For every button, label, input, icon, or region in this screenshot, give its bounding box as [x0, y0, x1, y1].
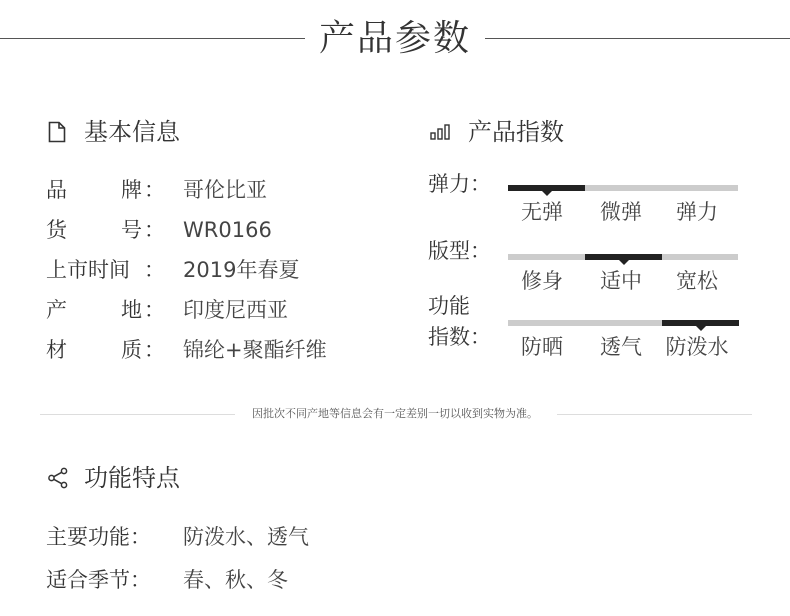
- info-value: WR0166: [183, 218, 272, 242]
- info-label: 材 质: [46, 338, 142, 362]
- index-option: 防泼水: [665, 335, 729, 359]
- index-label: 弹力：: [428, 172, 491, 196]
- index-label: 指数：: [428, 325, 491, 349]
- disclaimer-note: 因批次不同产地等信息会有一定差别一切以收到实物为准。: [252, 407, 538, 420]
- info-label: 上市时间: [46, 258, 130, 282]
- product-index-title: 产品指数: [468, 118, 564, 146]
- info-colon: ：: [144, 298, 165, 322]
- feature-label: 主要功能：: [46, 525, 151, 549]
- document-icon: [48, 121, 66, 143]
- index-option: 防晒: [521, 335, 563, 359]
- feature-value: 春、秋、冬: [183, 568, 288, 592]
- info-value: 印度尼西亚: [183, 298, 288, 322]
- index-pointer: [542, 191, 552, 196]
- page-title: 产品参数: [0, 14, 790, 64]
- info-value: 哥伦比亚: [183, 178, 267, 202]
- index-option: 宽松: [676, 269, 718, 293]
- index-pointer: [619, 260, 629, 265]
- index-track: [508, 185, 738, 191]
- bar-chart-icon: [430, 124, 452, 140]
- share-icon: [47, 467, 69, 489]
- index-label: 版型：: [428, 239, 491, 263]
- index-option: 微弹: [600, 200, 642, 224]
- info-colon: ：: [144, 258, 165, 282]
- feature-label: 适合季节：: [46, 568, 151, 592]
- feature-value: 防泼水、透气: [183, 525, 309, 549]
- info-value: 锦纶+聚酯纤维: [183, 338, 327, 362]
- info-label: 货 号: [46, 218, 142, 242]
- info-colon: ：: [144, 178, 165, 202]
- features-title: 功能特点: [84, 464, 180, 492]
- index-option: 适中: [600, 269, 642, 293]
- index-option: 无弹: [521, 200, 563, 224]
- index-option: 弹力: [676, 200, 718, 224]
- info-value: 2019年春夏: [183, 258, 300, 282]
- index-label: 功能: [428, 294, 470, 318]
- basic-info-title: 基本信息: [84, 118, 180, 146]
- info-colon: ：: [144, 338, 165, 362]
- index-track: [508, 320, 738, 326]
- index-pointer: [696, 326, 706, 331]
- index-option: 修身: [521, 269, 563, 293]
- index-option: 透气: [600, 335, 642, 359]
- info-colon: ：: [144, 218, 165, 242]
- info-label: 品 牌: [46, 178, 142, 202]
- info-label: 产 地: [46, 298, 142, 322]
- index-track: [508, 254, 738, 260]
